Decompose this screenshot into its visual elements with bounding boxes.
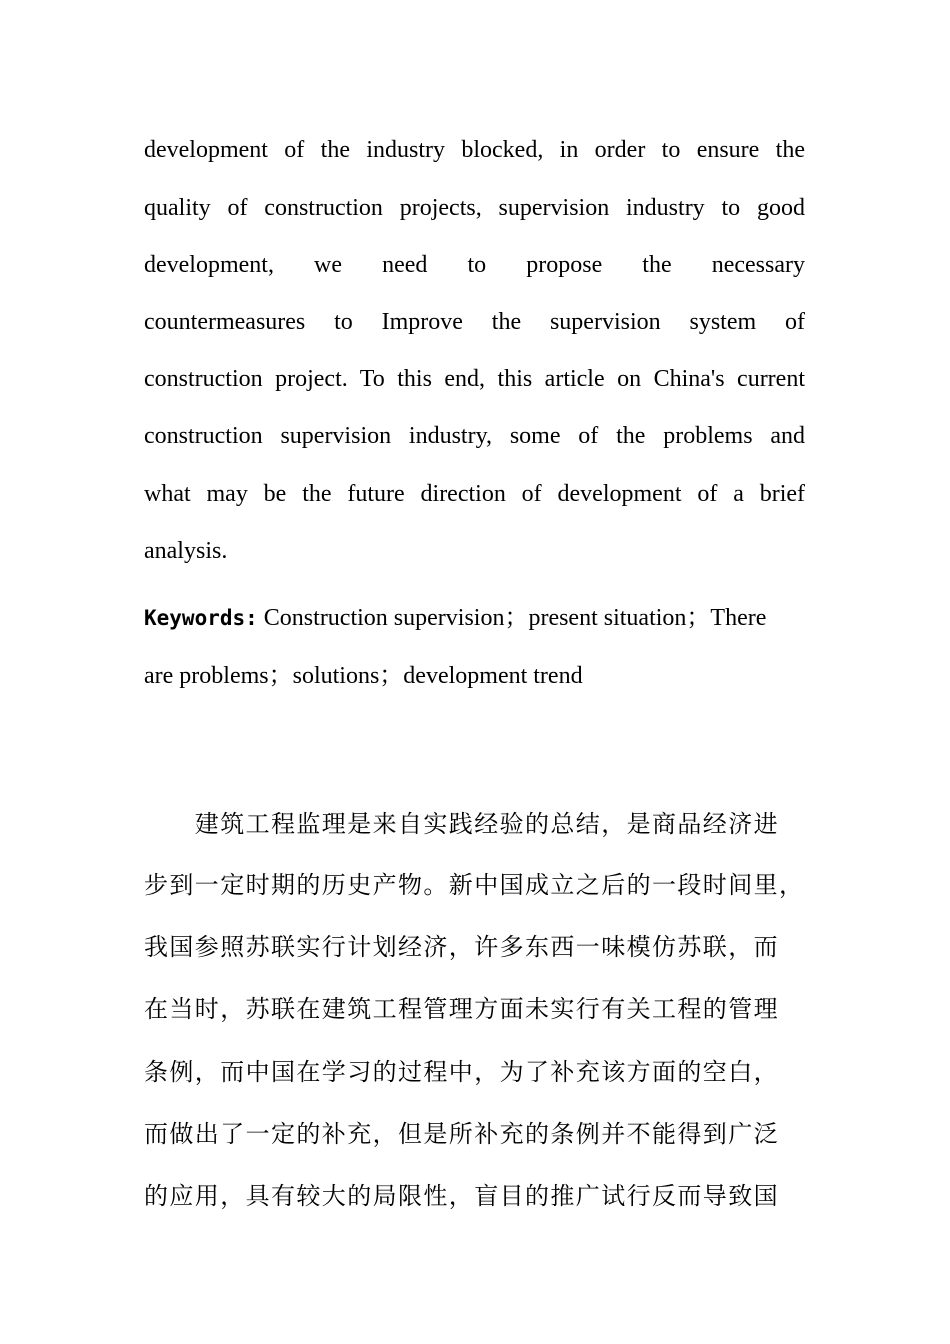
abstract-line: quality of construction projects, supervision industry to good <box>144 195 805 221</box>
keywords-label: Keywords: <box>144 606 258 630</box>
body-line: 在当时，苏联在建筑工程管理方面未实行有关工程的管理 <box>144 995 779 1023</box>
body-line: 我国参照苏联实行计划经济，许多东西一味模仿苏联，而 <box>144 933 779 961</box>
body-line: 而做出了一定的补充，但是所补充的条例并不能得到广泛 <box>144 1120 779 1148</box>
body-line: 条例，而中国在学习的过程中，为了补充该方面的空白， <box>144 1058 779 1086</box>
abstract-line: construction supervision industry, some of the problems and <box>144 423 805 449</box>
body-line: 建筑工程监理是来自实践经验的总结，是商品经济进 <box>144 810 779 838</box>
body-line: 步到一定时期的历史产物。新中国成立之后的一段时间里， <box>144 871 805 899</box>
keywords-line <box>144 603 805 633</box>
keywords-text: are problems；solutions；development trend <box>144 663 583 689</box>
abstract-line: development, we need to propose the necessary <box>144 252 805 278</box>
abstract-line: analysis. <box>144 538 228 564</box>
keywords-line <box>144 661 805 691</box>
body-line: 的应用，具有较大的局限性，盲目的推广试行反而导致国 <box>144 1182 779 1210</box>
abstract-line: development of the industry blocked, in order to ensure the <box>144 137 805 163</box>
abstract-line: what may be the future direction of development of a brief <box>144 481 805 507</box>
keywords-text: Construction supervision；present situation；There <box>263 605 767 631</box>
abstract-line: countermeasures to Improve the supervision system of <box>144 309 805 335</box>
abstract-line: construction project. To this end, this article on China's current <box>144 366 805 392</box>
